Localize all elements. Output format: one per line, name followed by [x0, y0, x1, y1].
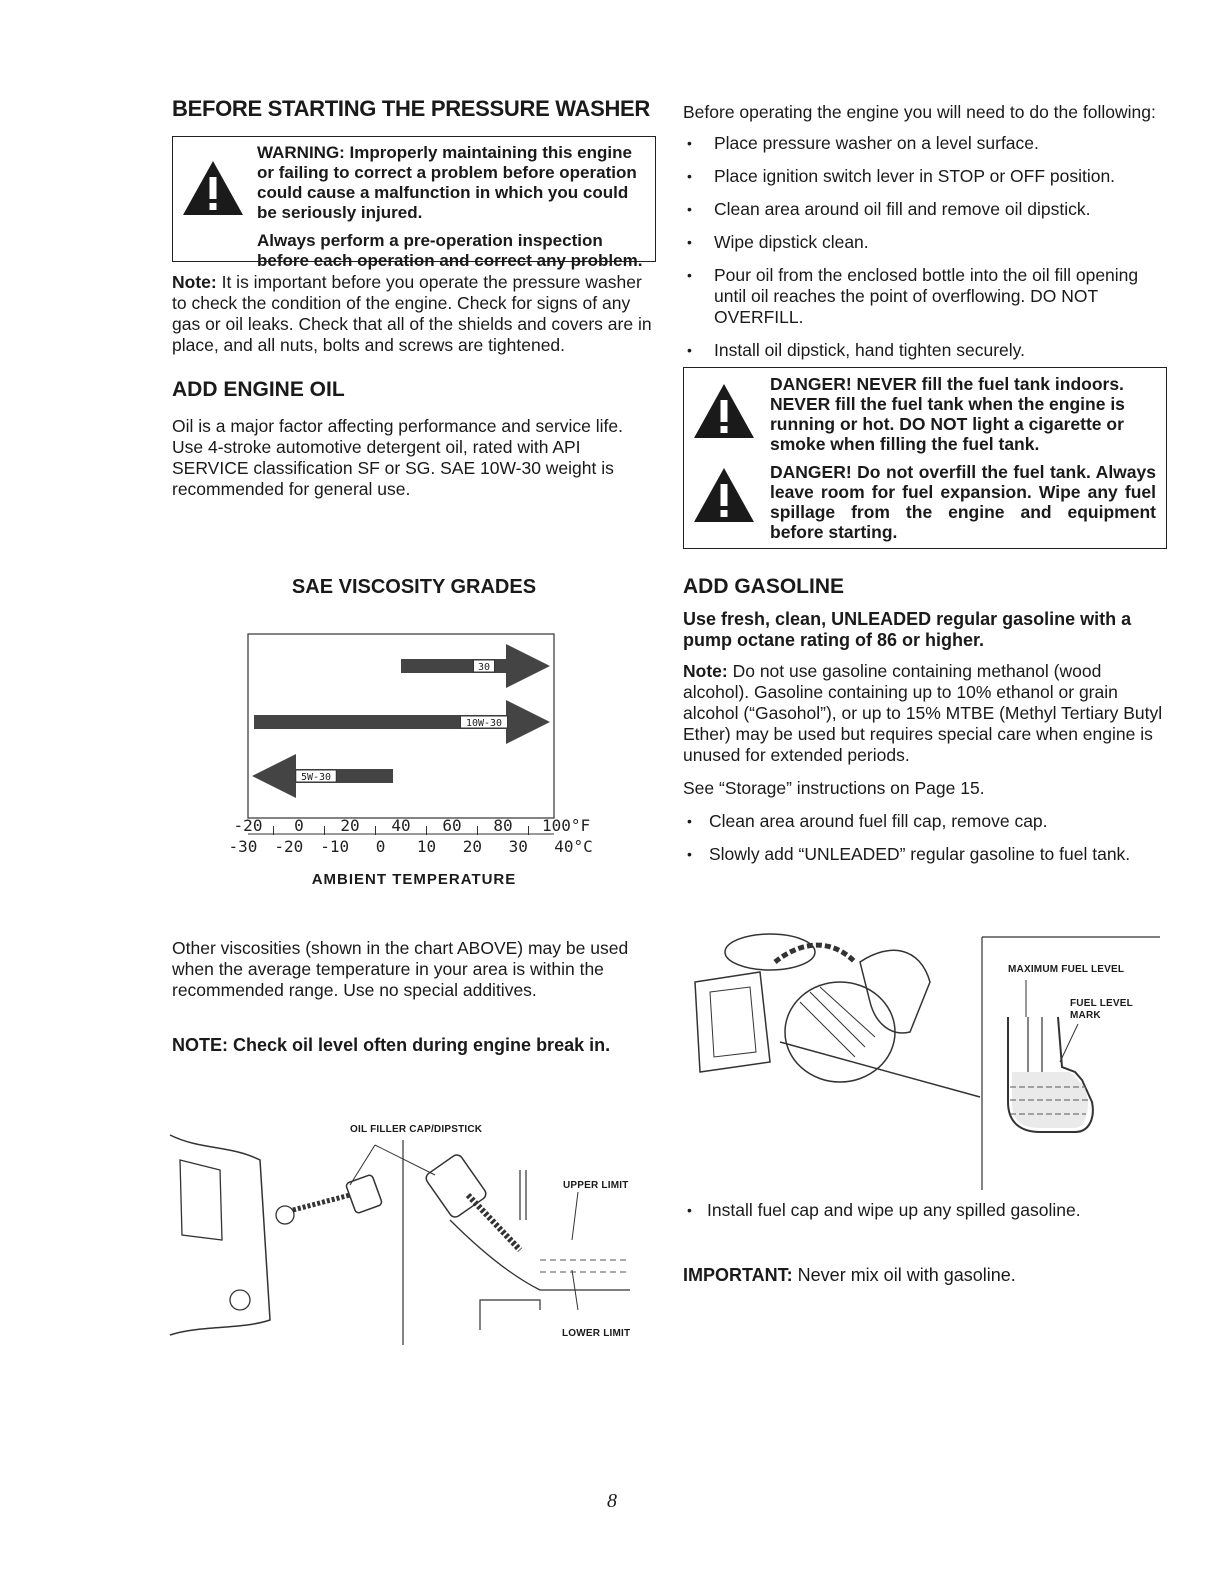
tick-label-f: 0	[294, 816, 304, 835]
final-steps	[683, 1200, 1163, 1221]
section-heading-before-starting: BEFORE STARTING THE PRESSURE WASHER	[172, 96, 651, 121]
viscosity-bar-5w-30	[252, 754, 393, 798]
viscosity-bar-30	[401, 644, 550, 688]
add-oil-paragraph: Oil is a major factor affecting performance and service life. Use 4-stroke automotive detergent oil, rated with API SERVICE classification SF or SG. SAE 10W-30 weight is recommended for general use.	[172, 416, 623, 499]
viscosity-label: 10W-30	[465, 718, 503, 729]
final-step-item: • Install fuel cap and wipe up any spilled gasoline.	[683, 1200, 1163, 1221]
note-break-in	[172, 1035, 656, 1056]
tick-label-c: 40°C	[554, 837, 593, 856]
gasoline-requirement: Use fresh, clean, UNLEADED regular gasoline with a pump octane rating of 86 or higher.	[683, 609, 1132, 650]
danger-triangle-icon	[692, 466, 756, 524]
important-note	[683, 1265, 1163, 1286]
note2-label: NOTE:	[172, 1035, 228, 1055]
tick-label-c: 10	[416, 837, 437, 856]
note-paragraph	[172, 272, 656, 356]
danger-text-2: DANGER! Do not overfill the fuel tank. Always leave room for fuel expansion. Wipe any fuel spillage from the engine and equipment before starting.	[770, 462, 1156, 542]
dipstick-drawing	[160, 1120, 660, 1350]
tick-label-c: -10	[320, 837, 350, 856]
tick-label-c: 30	[508, 837, 528, 856]
pre-operation-steps	[683, 133, 1163, 361]
gas-step-item: • Clean area around fuel fill cap, remove cap.	[683, 811, 1163, 832]
important-text: Never mix oil with gasoline.	[797, 1265, 1016, 1285]
tick-label-c: 0	[375, 837, 386, 856]
step-item: • Wipe dipstick clean.	[683, 232, 1163, 253]
intro-paragraph: Before operating the engine you will need to do the following:	[683, 102, 1156, 122]
page-number: 8	[607, 1490, 617, 1512]
important-label: IMPORTANT:	[683, 1265, 793, 1285]
tick-label-c: 20	[462, 837, 483, 856]
step-item: • Pour oil from the enclosed bottle into the oil fill opening until oil reaches the point of overflowing. DO NOT OVERFILL.	[683, 265, 1163, 328]
fuel-tank-drawing	[690, 922, 1160, 1192]
right-column	[683, 102, 1163, 877]
chart-x-axis-label: AMBIENT TEMPERATURE	[311, 871, 517, 888]
danger-text-1: DANGER! NEVER fill the fuel tank indoors. NEVER fill the fuel tank when the engine is running or hot. DO NOT light a cigarette or smoke when filling the fuel tank.	[770, 374, 1125, 454]
tick-label-f: 80	[493, 816, 513, 835]
label-max-fuel-level: MAXIMUM FUEL LEVEL	[1008, 964, 1125, 975]
right-lower-text	[683, 1200, 1163, 1286]
warning-text-1: WARNING: Improperly maintaining this engine or failing to correct a problem before operation could cause a malfunction in which you could be seriously injured.	[257, 143, 637, 222]
warning-box	[172, 136, 656, 270]
viscosity-chart-section	[172, 576, 656, 599]
dipstick-illustration	[160, 1120, 660, 1350]
step-item: • Install oil dipstick, hand tighten securely.	[683, 340, 1163, 361]
chart-title: SAE VISCOSITY GRADES	[291, 576, 537, 598]
viscosity-bar-10w-30	[254, 700, 550, 744]
tick-label-f: 60	[442, 816, 462, 835]
viscosity-label: 5W-30	[300, 772, 332, 783]
gas-step-item: • Slowly add “UNLEADED” regular gasoline to fuel tank.	[683, 844, 1163, 865]
viscosity-chart	[196, 630, 636, 866]
label-lower-limit: LOWER LIMIT	[562, 1328, 631, 1339]
gas-note-text: Do not use gasoline containing methanol (wood alcohol). Gasoline containing up to 10% ethanol or grain alcohol (“Gasohol”), or up to 15% MTBE (Methyl Tertiary Butyl Ether) may be used but requires special care when engine is unused for extended periods.	[683, 661, 1163, 765]
section-heading-add-engine-oil: ADD ENGINE OIL	[172, 378, 345, 401]
tick-label-f: 20	[340, 816, 360, 835]
gas-note-paragraph	[683, 661, 1163, 766]
danger-triangle-icon	[692, 382, 756, 440]
note2-text: Check oil level often during engine break in.	[233, 1035, 611, 1055]
left-column	[172, 96, 656, 500]
label-fuel-level-mark: FUEL LEVEL MARK	[1070, 998, 1133, 1021]
viscosity-label: 30	[477, 662, 491, 673]
storage-reference: See “Storage” instructions on Page 15.	[683, 778, 985, 798]
gas-note-label: Note:	[683, 661, 728, 681]
section-heading-add-gasoline: ADD GASOLINE	[683, 575, 845, 598]
warning-text-2: Always perform a pre-operation inspection before each operation and correct any problem.	[257, 231, 643, 270]
gasoline-steps	[683, 811, 1163, 865]
tick-label-c: -30	[228, 837, 258, 856]
step-item: • Clean area around oil fill and remove oil dipstick.	[683, 199, 1163, 220]
step-item: • Place pressure washer on a level surface.	[683, 133, 1163, 154]
fuel-illustration	[690, 922, 1160, 1192]
tick-label-c: -20	[274, 837, 304, 856]
warning-triangle-icon	[181, 159, 245, 217]
tick-label-f: 100°F	[542, 816, 591, 835]
step-item: • Place ignition switch lever in STOP or OFF position.	[683, 166, 1163, 187]
tick-label-f: 40	[391, 816, 411, 835]
label-oil-filler-cap: OIL FILLER CAP/DIPSTICK	[350, 1124, 483, 1135]
note-label: Note:	[172, 272, 217, 292]
tick-label-f: -20	[233, 816, 263, 835]
danger-box	[683, 367, 1167, 549]
note-text: It is important before you operate the pressure washer to check the condition of the engine. Check for signs of any gas or oil leaks. Check that all of the shields and covers are in place, and all nuts, bolts and screws are tightened.	[172, 272, 652, 355]
other-viscosities-paragraph: Other viscosities (shown in the chart ABOVE) may be used when the average temperature in your area is within the recommended range. Use no special additives.	[172, 938, 629, 1000]
left-lower-text	[172, 938, 656, 1056]
label-upper-limit: UPPER LIMIT	[563, 1180, 629, 1191]
